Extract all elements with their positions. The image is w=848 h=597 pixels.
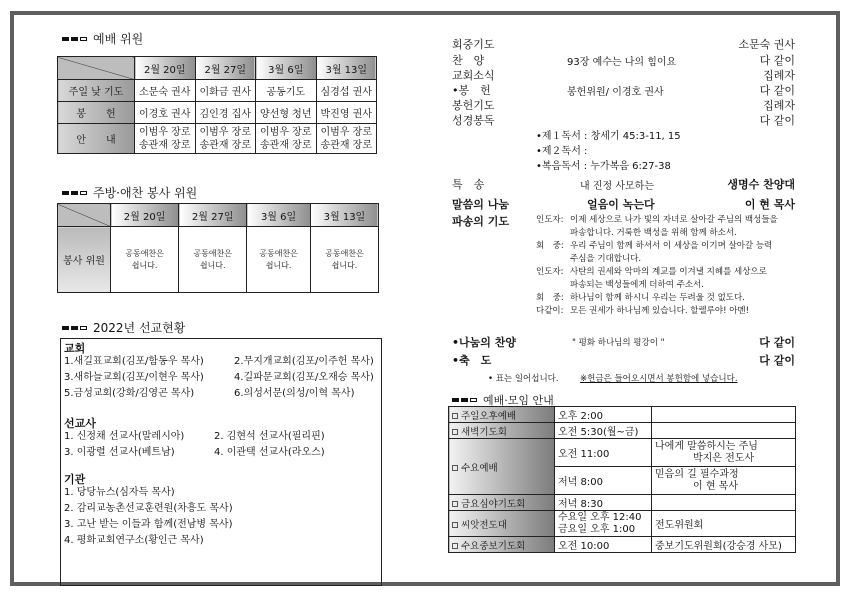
missionaries-list <box>64 429 325 461</box>
prayer-line: 인도자: 이제 세상으로 나가 빛의 자녀로 살아갈 주님의 백성들을 <box>536 215 778 225</box>
list-item: 1.새길표교회(김포/함동우 목사) <box>64 356 204 367</box>
gathering-desc: 중보기도위원회(강승경 사모) <box>652 537 796 553</box>
row-label: 안 내 <box>58 124 135 154</box>
order-item-detail: 내 진정 사모하는 <box>580 181 654 192</box>
gathering-desc <box>652 423 796 439</box>
date-header: 3월 13일 <box>316 57 377 80</box>
prayer-line: 인도자: 사탄의 권세와 악마의 계교를 이겨낼 지혜를 세상으로 <box>536 267 767 277</box>
order-item-person: 집례자 <box>763 99 795 112</box>
gathering-name: 주일오후예배 <box>449 407 555 423</box>
table-cell: 이화금 권사 <box>195 80 256 102</box>
table-cell: 공동기도 <box>256 80 317 102</box>
date-header: 3월 6일 <box>256 57 317 80</box>
order-item-label: •나눔의 찬양 <box>452 336 516 349</box>
list-item: 2.무지개교회(김포/이주헌 목사) <box>234 356 374 367</box>
gathering-name: 씨앗전도대 <box>449 511 555 537</box>
reading-1: •제１독서 : 창세기 45:3-11, 15 <box>536 131 681 142</box>
list-item: 1. 신정채 선교사(말레시아) <box>64 431 185 442</box>
gathering-desc: 믿음의 길 필수과정 이 현 목사 <box>652 467 796 495</box>
list-item: 2. 감리교농촌선교훈련원(차흥도 목사) <box>64 503 233 514</box>
order-item-label: 회중기도 <box>452 38 495 51</box>
kitchen-committee-heading: 주방·애찬 봉사 위원 <box>62 184 197 201</box>
row-label: 봉사 위원 <box>58 227 111 293</box>
order-item-label: •축 도 <box>452 354 492 367</box>
order-item-person: 다 같이 <box>759 54 795 67</box>
list-item: 3.새하늘교회(김포/이현우 목사) <box>64 372 204 383</box>
gathering-time: 오후 2:00 <box>555 407 652 423</box>
date-header: 3월 6일 <box>247 204 311 227</box>
gatherings-heading: 예배·모임 안내 <box>452 392 554 408</box>
order-item-label: 교회소식 <box>452 69 495 82</box>
order-item-person: 집례자 <box>763 69 795 82</box>
order-item-detail: " 평화 하나님의 평강이 " <box>572 338 665 348</box>
offering-note: ※헌금은 들어오시면서 봉헌함에 넣습니다. <box>580 374 738 384</box>
gathering-name: 수요예배 <box>449 439 555 495</box>
table-corner <box>58 204 111 227</box>
missions-heading: 2022년 선교현황 <box>62 319 185 336</box>
date-header: 2월 27일 <box>179 204 247 227</box>
order-item-person: 소문숙 권사 <box>738 38 795 51</box>
date-header: 3월 13일 <box>310 204 378 227</box>
order-item-label: •봉 헌 <box>452 84 491 97</box>
list-item: 3. 고난 받는 이들과 함께(전남병 목사) <box>64 519 233 530</box>
square-bullet-icon <box>452 501 458 507</box>
section-marker-icon <box>62 191 87 195</box>
date-header: 2월 20일 <box>135 57 196 80</box>
gathering-desc <box>652 495 796 511</box>
table-cell: 소문숙 권사 <box>135 80 196 102</box>
gathering-time: 저녁 8:00 <box>555 467 652 495</box>
table-cell: 이범우 장로 송관재 장로 <box>195 124 256 154</box>
institutions-title: 기관 <box>64 473 86 486</box>
table-cell: 심경섭 권사 <box>316 80 377 102</box>
order-item-label: 성경봉독 <box>452 114 495 127</box>
square-bullet-icon <box>452 543 458 549</box>
table-cell: 이경호 권사 <box>135 102 196 124</box>
list-item: 5.금성교회(강화/김영곤 목사) <box>64 388 195 399</box>
gatherings-table <box>448 406 796 553</box>
reading-3: •복음독서 : 누가복음 6:27-38 <box>536 161 671 172</box>
table-cell: 이범우 장로 송관재 장로 <box>256 124 317 154</box>
institutions-list <box>64 485 233 549</box>
order-item-detail: 봉헌위원/ 이경호 권사 <box>567 87 664 98</box>
prayer-line: 다같이: 모든 권세가 하나님께 있습니다. 할렐루야! 아멘! <box>536 306 750 316</box>
list-item: 4.길파문교회(김포/오재승 목사) <box>234 372 374 383</box>
table-cell: 이범우 장로 송관재 장로 <box>316 124 377 154</box>
standing-note: • 표는 일어섭니다. <box>488 374 559 384</box>
table-cell: 공동애찬은 쉽니다. <box>179 227 247 293</box>
gathering-name: 새벽기도회 <box>449 423 555 439</box>
date-header: 2월 27일 <box>195 57 256 80</box>
order-of-worship-top <box>452 36 795 172</box>
list-item: 4. 이관택 선교사(라오스) <box>214 447 325 458</box>
list-item: 4. 평화교회연구소(황인근 목사) <box>64 535 204 546</box>
list-item: 1. 당당뉴스(심자득 목사) <box>64 487 175 498</box>
order-item-label: 봉헌기도 <box>452 99 495 112</box>
reading-2: •제２독서 : <box>536 146 588 157</box>
order-item-label: 찬 양 <box>452 54 485 67</box>
table-cell: 공동애찬은 쉽니다. <box>111 227 179 293</box>
gathering-time: 저녁 8:30 <box>555 495 652 511</box>
list-item: 3. 이광렬 선교사(베트남) <box>64 447 175 458</box>
section-marker-icon <box>452 398 477 402</box>
section-marker-icon <box>62 326 87 330</box>
prayer-line: 회 중: 우리 주님이 함께 하셔서 이 세상을 이기며 살아갈 능력 <box>536 241 773 251</box>
table-cell: 이범우 장로 송관재 장로 <box>135 124 196 154</box>
order-item-person: 다 같이 <box>759 114 795 127</box>
worship-committee-heading: 예배 위원 <box>62 30 143 47</box>
gathering-desc: 나에게 말씀하시는 주님 박지은 전도사 <box>652 439 796 467</box>
missionaries-title: 선교사 <box>64 417 96 430</box>
table-cell: 박진영 권사 <box>316 102 377 124</box>
order-item-person: 다 같이 <box>759 336 795 349</box>
order-item-label: 말씀의 나눔 <box>452 198 509 211</box>
row-label: 주일 낮 기도 <box>58 80 135 102</box>
sermon-title: 얼음이 녹는다 <box>587 198 655 211</box>
worship-committee-table <box>57 56 377 154</box>
gathering-time: 오전 10:00 <box>555 537 652 553</box>
square-bullet-icon <box>452 522 458 528</box>
square-bullet-icon <box>452 465 458 471</box>
missions-box <box>60 338 382 586</box>
section-marker-icon <box>62 37 87 41</box>
square-bullet-icon <box>452 429 458 435</box>
gathering-name: 금요심야기도회 <box>449 495 555 511</box>
date-header: 2월 20일 <box>111 204 179 227</box>
table-cell: 공동애찬은 쉽니다. <box>310 227 378 293</box>
order-item-person: 다 같이 <box>759 354 795 367</box>
gathering-time: 오전 5:30(월~금) <box>555 423 652 439</box>
order-item-person: 이 현 목사 <box>744 198 795 211</box>
gathering-time: 수요일 오후 12:40 금요일 오후 1:00 <box>555 511 652 537</box>
table-cell: 공동애찬은 쉽니다. <box>247 227 311 293</box>
table-corner <box>58 57 135 80</box>
gathering-time: 오전 11:00 <box>555 439 652 467</box>
list-item: 6.의성서문(의성/이혁 목사) <box>234 388 355 399</box>
square-bullet-icon <box>452 413 458 419</box>
row-label: 봉 헌 <box>58 102 135 124</box>
gathering-name: 수요중보기도회 <box>449 537 555 553</box>
order-of-worship-bottom <box>452 172 795 392</box>
order-item-person: 생명수 찬양대 <box>727 178 795 191</box>
order-item-detail: 93장 예수는 나의 힘이요 <box>567 57 677 68</box>
churches-title: 교회 <box>64 342 86 355</box>
order-item-label: 파송의 기도 <box>452 215 509 228</box>
gathering-desc: 전도위원회 <box>652 511 796 537</box>
gathering-desc <box>652 407 796 423</box>
prayer-line: 회 중: 하나님이 함께 하시니 우리는 두려울 것 없도다. <box>536 293 745 303</box>
order-item-person: 다 같이 <box>759 84 795 97</box>
table-cell: 양선형 청년 <box>256 102 317 124</box>
sending-prayer-text: 인도자: 이제 세상으로 나가 빛의 자녀로 살아갈 주님의 백성들을 파송합니다. 거룩한 백성을 위해 함께 하소서. 회 중: 우리 주님이 함께 하셔서 이 세상을 이기며 살아갈 능력 주심을 기대합니다. 인도자: 사탄의 권세와 악마의 계교를 이겨낼 지혜를 세상으로 파송되는 백성들에게 더하여 주소서. 회 중: 하나님이 함께 하시니 우리는 두려울 것 없도다. 다같이: 모든 권세가 하나님께 있습니다. 할렐루야! 아멘! <box>536 214 798 318</box>
churches-list <box>64 354 374 402</box>
order-item-label: 특 송 <box>452 178 485 191</box>
table-cell: 김인경 집사 <box>195 102 256 124</box>
list-item: 2. 김현석 선교사(필리핀) <box>214 431 325 442</box>
kitchen-committee-table <box>57 203 379 293</box>
